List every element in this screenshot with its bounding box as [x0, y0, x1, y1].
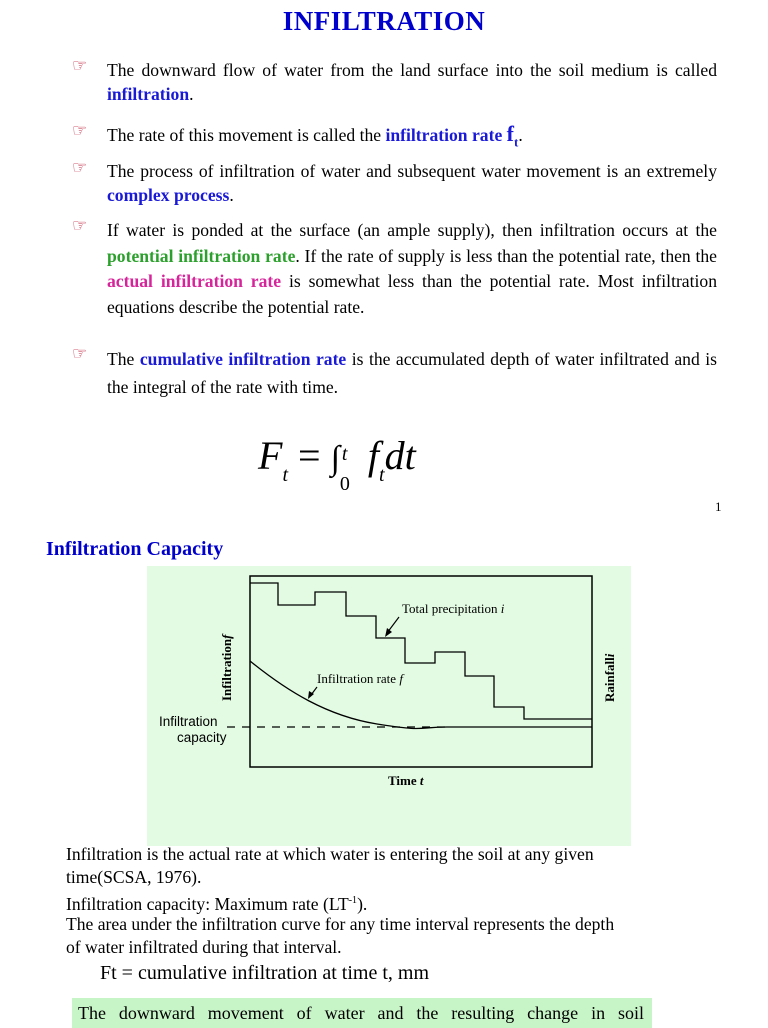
bullet-text: The rate of this movement is called the [107, 125, 386, 145]
symbol-sub-t: t [514, 134, 519, 150]
infiltration-capacity-diagram [147, 566, 631, 846]
body-line-4: The area under the infiltration curve for any time interval represents the depth [66, 914, 615, 934]
formula-dt: dt [384, 433, 416, 478]
section-heading: Infiltration Capacity [46, 538, 224, 560]
page-number: 1 [715, 499, 722, 514]
bullet-text: If water is ponded at the surface (an ample supply), then infiltration occurs at the [107, 220, 717, 240]
formula-sub-t: t [379, 464, 385, 486]
upper-limit: t [341, 443, 348, 465]
term-cumulative-infiltration-rate: cumulative infiltration rate [139, 349, 347, 369]
precip-arrowhead [385, 628, 392, 637]
term-infiltration: infiltration [107, 84, 190, 104]
highlight-box-text: The downward movement of water and the resulting change in soil [78, 1003, 644, 1023]
bullet-text: is the accumulated depth of water infiltrated and is the integral of the rate with time. [107, 349, 717, 397]
y-left-axis-label: Infiltrationf [219, 634, 234, 701]
formula-F: F [258, 433, 283, 478]
term-potential-infiltration-rate: potential infiltration rate [107, 245, 296, 266]
body-line-3 [66, 889, 746, 916]
y-right-axis-label: Rainfalli [602, 653, 617, 702]
formula-f: f [367, 433, 380, 478]
capacity-label-line-2: capacity [177, 730, 227, 745]
pointing-hand-icon: ☞ [72, 216, 88, 235]
bullet-paragraph-2 [107, 122, 717, 154]
body-text: Infiltration capacity: Maximum rate (LT [66, 893, 349, 914]
pointing-hand-icon: ☞ [72, 56, 88, 75]
integral-sign: ∫ [330, 440, 340, 477]
term-complex-process: complex process [107, 185, 230, 205]
ft-definition: Ft = cumulative infiltration at time t, mm [100, 962, 430, 984]
bullet-paragraph-5 [107, 345, 717, 401]
bullet-paragraph-4 [107, 218, 717, 320]
page-title: INFILTRATION [282, 6, 486, 36]
term-actual-infiltration-rate: actual infiltration rate [107, 271, 282, 291]
bullet-text: The [107, 349, 140, 369]
body-line-5: of water infiltrated during that interval. [66, 937, 342, 957]
bullet-paragraph-3 [107, 159, 717, 207]
superscript: -1 [348, 895, 358, 906]
pointing-hand-icon: ☞ [72, 121, 88, 140]
pointing-hand-icon: ☞ [72, 344, 88, 363]
cumulative-infiltration-formula [258, 432, 416, 495]
formula-equals: = [298, 433, 321, 478]
symbol-f: f [506, 121, 514, 146]
pointing-hand-icon: ☞ [72, 158, 88, 177]
bullet-paragraph-1 [107, 58, 717, 106]
bullet-text: is somewhat less than the potential rate. Most infiltration equations describe the potential rate. [107, 271, 717, 317]
symbol-ft [506, 121, 519, 150]
body-line-2: time(SCSA, 1976). [66, 867, 202, 887]
x-axis-label: Time t [388, 773, 424, 788]
bullet-text: . [518, 125, 523, 145]
bullet-text: The process of infiltration of water and subsequent water movement is an extremely [107, 161, 717, 181]
bullet-text: . If the rate of supply is less than the potential rate, then the [295, 245, 717, 266]
bullet-text: . [189, 84, 194, 104]
body-line-1: Infiltration is the actual rate at which water is entering the soil at any given [66, 844, 594, 864]
bullet-text: The downward flow of water from the land surface into the soil medium is called [107, 60, 717, 80]
body-text: ). [357, 893, 368, 914]
precip-label: Total precipitation i [402, 601, 505, 616]
capacity-label-line-1: Infiltration [159, 714, 218, 729]
lower-limit: 0 [339, 473, 350, 495]
formula-sub-t: t [282, 464, 288, 486]
bullet-text: . [229, 185, 234, 205]
term-infiltration-rate: infiltration rate [385, 125, 503, 145]
rate-label: Infiltration rate f [317, 671, 403, 686]
